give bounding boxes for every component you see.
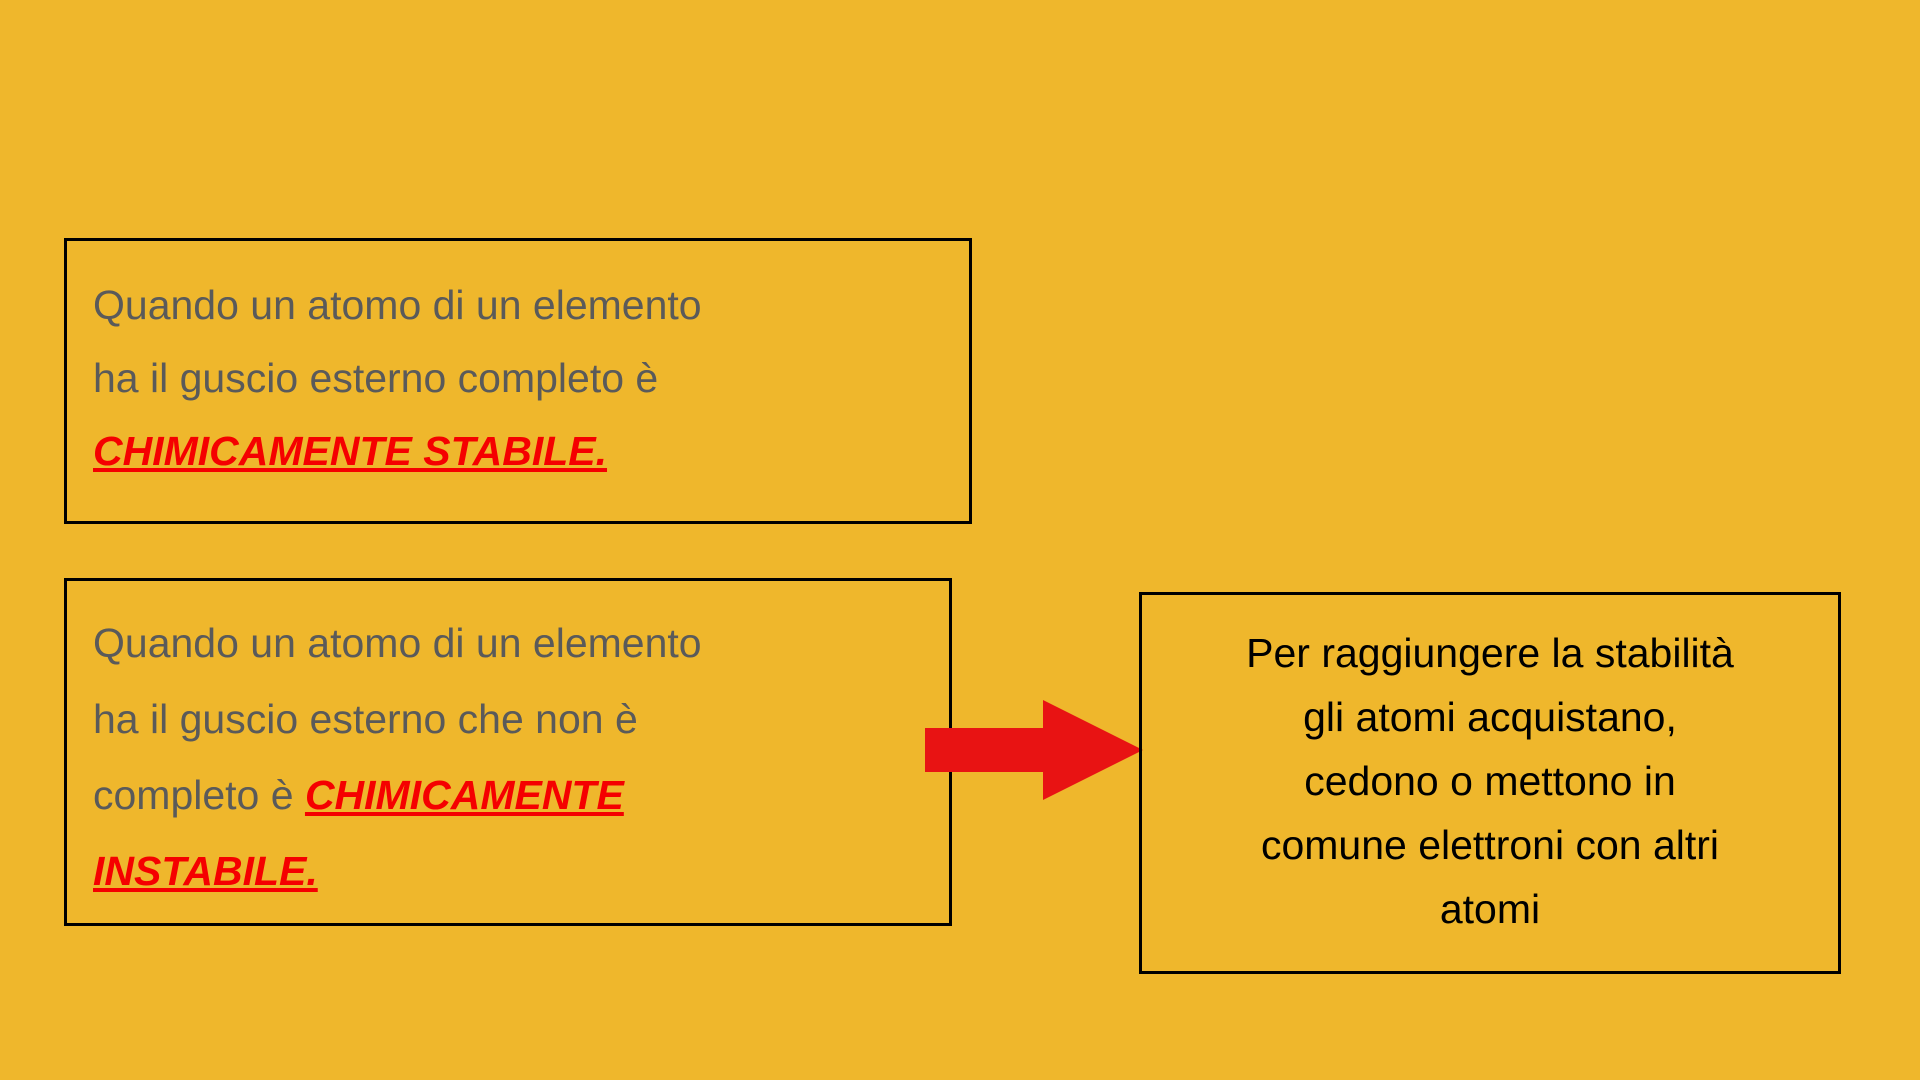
unstable-emphasis-part1: CHIMICAMENTE	[304, 772, 624, 818]
right-arrow-icon	[925, 700, 1145, 800]
unstable-line-2: ha il guscio esterno che non è	[93, 696, 638, 742]
stable-emphasis-text: CHIMICAMENTE STABILE.	[93, 428, 608, 474]
stable-atom-statement-box	[64, 238, 972, 524]
unstable-line-3	[93, 757, 923, 833]
unstable-line-4	[93, 833, 923, 909]
result-line-4: comune elettroni con altri	[1260, 822, 1720, 868]
stable-line-2: ha il guscio esterno completo è	[93, 355, 659, 401]
stable-emphasis-line	[93, 415, 943, 488]
result-line-3: cedono o mettono in	[1304, 758, 1676, 804]
result-line-5: atomi	[1439, 886, 1541, 932]
stability-result-box	[1139, 592, 1841, 974]
unstable-atom-statement-box	[64, 578, 952, 926]
unstable-line-1: Quando un atomo di un elemento	[93, 620, 702, 666]
unstable-line-3-prefix: completo è	[93, 772, 305, 818]
unstable-emphasis-part2: INSTABILE.	[93, 848, 318, 894]
result-line-2: gli atomi acquistano,	[1303, 694, 1677, 740]
stable-line-1: Quando un atomo di un elemento	[93, 282, 702, 328]
result-line-1: Per raggiungere la stabilità	[1246, 630, 1734, 676]
